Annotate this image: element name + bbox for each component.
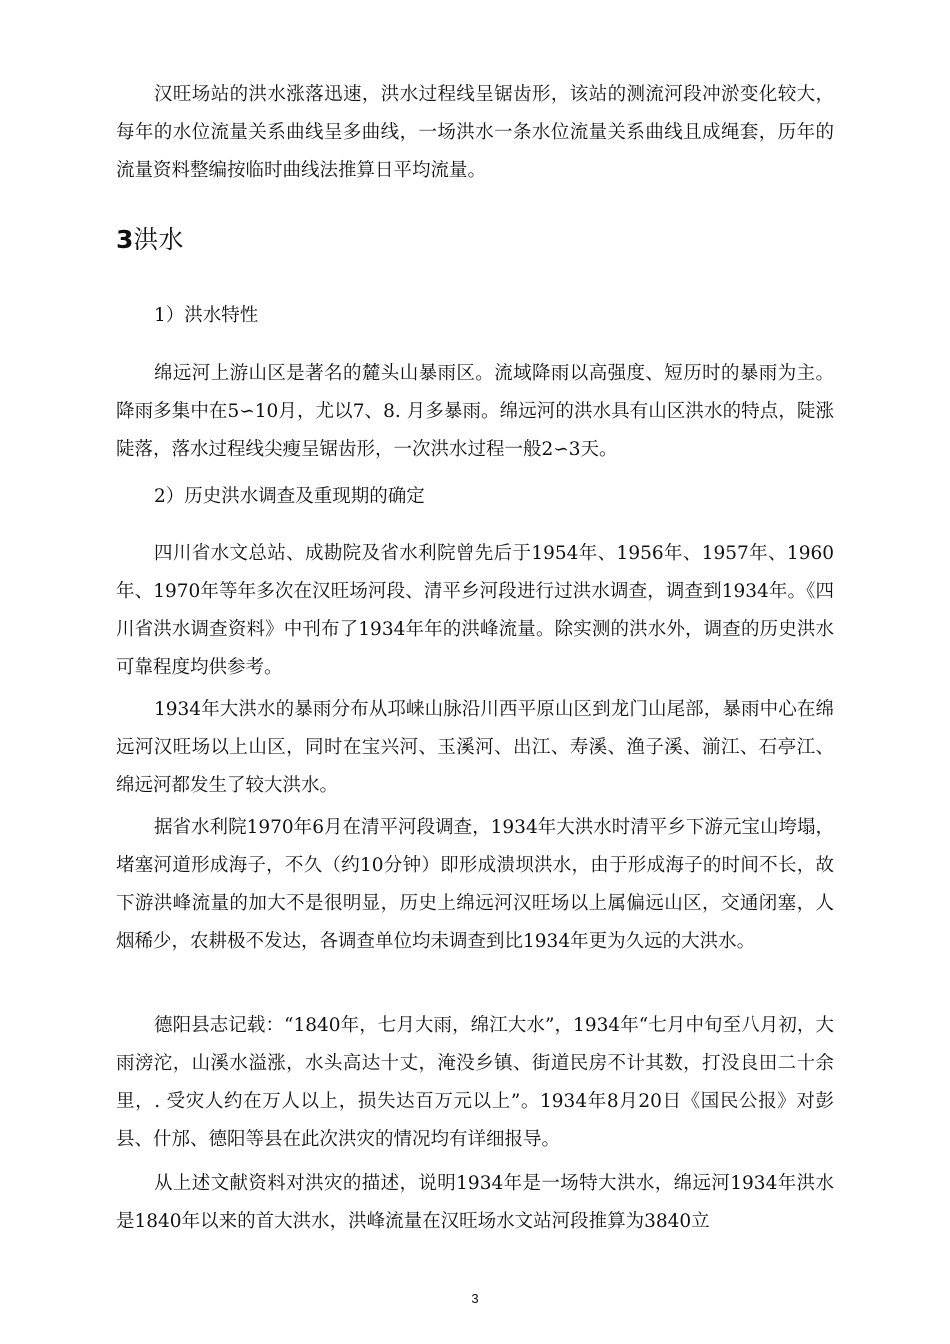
paragraph-survey: 四川省水文总站、成勘院及省水利院曾先后于1954年、1956年、1957年、1960年、1970年等年多次在汉旺场河段、清平乡河段进行过洪水调查，调查到1934年。《四川省洪水调查资料》中刊布了1934年年的洪峰流量。除实测的洪水外，调查的历史洪水可靠程度均供参考。 [116,543,834,678]
heading-number: 3 [116,225,134,254]
paragraph-conclusion: 从上述文献资料对洪灾的描述，说明1934年是一场特大洪水，绵远河1934年洪水是1840年以来的首大洪水，洪峰流量在汉旺场水文站河段推算为3840立 [116,1173,834,1232]
section-heading [116,222,183,258]
paragraph-qingping-survey: 据省水利院1970年6月在清平河段调查，1934年大洪水时清平乡下游元宝山垮塌，堵塞河道形成海子，不久（约10分钟）即形成溃坝洪水，由于形成海子的时间不长，故下游洪峰流量的加大不是很明显，历史上绵远河汉旺场以上属偏远山区，交通闭塞，人烟稀少，农耕极不发达，各调查单位均未调查到比1934年更为久远的大洪水。 [116,817,834,952]
page-number: 3 [471,1291,479,1306]
subheading-flood-characteristics: 1）洪水特性 [154,305,259,326]
paragraph-flood-characteristics: 绵远河上游山区是著名的麓头山暴雨区。流域降雨以高强度、短历时的暴雨为主。降雨多集中在5∽10月，尤以7、8. 月多暴雨。绵远河的洪水具有山区洪水的特点，陡涨陡落，落水过程线尖瘦呈锯齿形，一次洪水过程一般2∽3天。 [116,363,834,460]
subheading-historical-flood: 2）历史洪水调查及重现期的确定 [154,486,425,507]
paragraph-1934-rainstorm: 1934年大洪水的暴雨分布从邛崃山脉沿川西平原山区到龙门山尾部，暴雨中心在绵远河汉旺场以上山区，同时在宝兴河、玉溪河、出江、寿溪、渔子溪、湔江、石亭江、绵远河都发生了较大洪水。 [116,699,834,796]
heading-text: 洪水 [133,225,184,254]
paragraph-county-annals: 德阳县志记载：“1840年，七月大雨，绵江大水”，1934年“七月中旬至八月初，大雨滂沱，山溪水溢涨，水头高达十丈，淹没乡镇、街道民房不计其数，打没良田二十余里，. 受灾人约在万人以上，损失达百万元以上”。1934年8月20日《国民公报》对彭县、什邡、德阳等县在此次洪灾的情况均有详细报导。 [116,1015,834,1150]
paragraph-intro: 汉旺场站的洪水涨落迅速，洪水过程线呈锯齿形，该站的测流河段冲淤变化较大，每年的水位流量关系曲线呈多曲线，一场洪水一条水位流量关系曲线且成绳套，历年的流量资料整编按临时曲线法推算日平均流量。 [116,84,834,181]
